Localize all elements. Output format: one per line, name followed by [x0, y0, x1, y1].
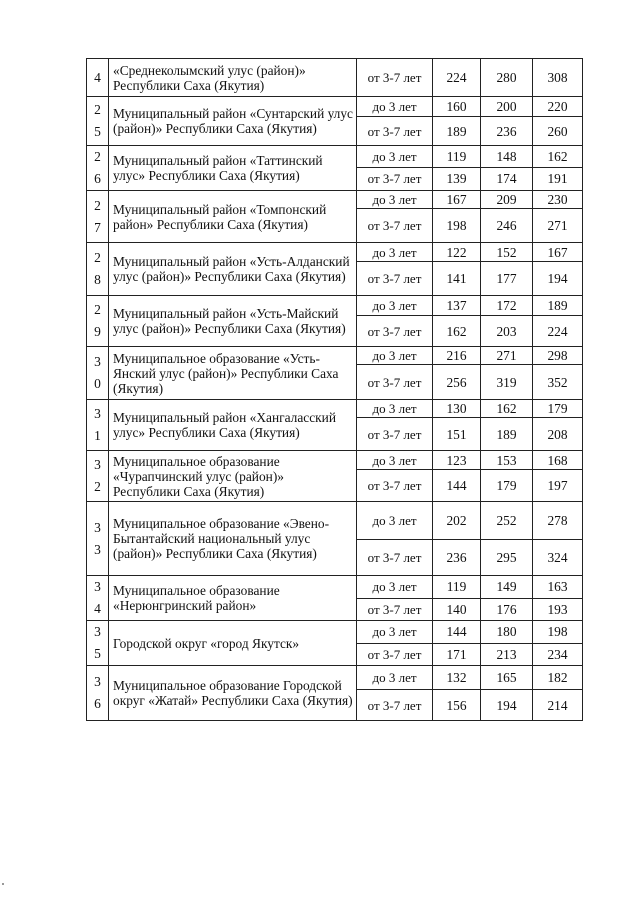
value-cell: 256: [433, 365, 481, 400]
value-cell: 189: [481, 418, 533, 451]
row-number: [87, 191, 109, 243]
value-cell: 140: [433, 598, 481, 621]
age-group: до 3 лет: [357, 400, 433, 418]
value-cell: 198: [433, 209, 481, 243]
age-group: от 3-7 лет: [357, 262, 433, 296]
age-group: от 3-7 лет: [357, 316, 433, 347]
value-cell: 260: [533, 117, 583, 146]
value-cell: 162: [433, 316, 481, 347]
age-group: до 3 лет: [357, 243, 433, 262]
scan-speck: [2, 883, 4, 885]
value-cell: 194: [533, 262, 583, 296]
value-cell: 189: [433, 117, 481, 146]
value-cell: 139: [433, 167, 481, 190]
value-cell: 122: [433, 243, 481, 262]
table-row: [87, 621, 583, 644]
value-cell: 224: [433, 59, 481, 97]
value-cell: 163: [533, 576, 583, 599]
value-cell: 130: [433, 400, 481, 418]
municipality-name: Муниципальный район «Таттинский улус» Республики Саха (Якутия): [109, 146, 357, 191]
row-number-digit: 8: [94, 272, 101, 287]
age-group: от 3-7 лет: [357, 643, 433, 666]
value-cell: 137: [433, 296, 481, 316]
value-cell: 179: [481, 470, 533, 502]
row-number-digit: 2: [94, 302, 101, 317]
municipality-name: Муниципальное образование Городской округ «Жатай» Республики Саха (Якутия): [109, 666, 357, 721]
row-number: [87, 146, 109, 191]
table-row: [87, 502, 583, 540]
value-cell: 167: [433, 191, 481, 209]
value-cell: 176: [481, 598, 533, 621]
age-group: от 3-7 лет: [357, 209, 433, 243]
value-cell: 234: [533, 643, 583, 666]
value-cell: 198: [533, 621, 583, 644]
row-number-digit: 9: [94, 324, 101, 339]
municipality-name: Муниципальный район «Сунтарский улус (район)» Республики Саха (Якутия): [109, 97, 357, 146]
table-row: [87, 400, 583, 418]
value-cell: 352: [533, 365, 583, 400]
age-group: до 3 лет: [357, 576, 433, 599]
value-cell: 153: [481, 451, 533, 470]
value-cell: 162: [481, 400, 533, 418]
value-cell: 148: [481, 146, 533, 168]
table-row: [87, 576, 583, 599]
row-number-digit: 6: [94, 696, 101, 711]
value-cell: 280: [481, 59, 533, 97]
table-row: [87, 146, 583, 168]
row-number-digit: 6: [94, 171, 101, 186]
row-number: [87, 451, 109, 502]
value-cell: 236: [433, 540, 481, 576]
row-number-digit: 1: [94, 428, 101, 443]
table-row: [87, 451, 583, 470]
row-number: [87, 59, 109, 97]
row-number-digit: 3: [94, 579, 101, 594]
age-group: от 3-7 лет: [357, 690, 433, 721]
value-cell: 203: [481, 316, 533, 347]
value-cell: 141: [433, 262, 481, 296]
value-cell: 191: [533, 167, 583, 190]
age-group: от 3-7 лет: [357, 540, 433, 576]
table-row: [87, 243, 583, 262]
age-group: от 3-7 лет: [357, 117, 433, 146]
value-cell: 160: [433, 97, 481, 117]
age-group: до 3 лет: [357, 347, 433, 365]
table-row: [87, 666, 583, 690]
value-cell: 197: [533, 470, 583, 502]
value-cell: 151: [433, 418, 481, 451]
municipality-name: Муниципальное образование «Нерюнгринский район»: [109, 576, 357, 621]
row-number-digit: 5: [94, 646, 101, 661]
value-cell: 152: [481, 243, 533, 262]
table-row: [87, 296, 583, 316]
row-number-digit: 3: [94, 624, 101, 639]
row-number-digit: 3: [94, 519, 101, 535]
value-cell: 202: [433, 502, 481, 540]
value-cell: 216: [433, 347, 481, 365]
value-cell: 278: [533, 502, 583, 540]
row-number-digit: 2: [94, 479, 101, 494]
age-group: от 3-7 лет: [357, 598, 433, 621]
value-cell: 324: [533, 540, 583, 576]
value-cell: 319: [481, 365, 533, 400]
row-number: [87, 296, 109, 347]
row-number-digit: 3: [94, 674, 101, 689]
age-group: от 3-7 лет: [357, 365, 433, 400]
municipality-name: «Среднеколымский улус (район)» Республики Саха (Якутия): [109, 59, 357, 97]
value-cell: 144: [433, 621, 481, 644]
value-cell: 123: [433, 451, 481, 470]
age-group: до 3 лет: [357, 451, 433, 470]
row-number-digit: 5: [94, 124, 101, 139]
value-cell: 119: [433, 576, 481, 599]
value-cell: 298: [533, 347, 583, 365]
value-cell: 224: [533, 316, 583, 347]
value-cell: 271: [481, 347, 533, 365]
value-cell: 167: [533, 243, 583, 262]
age-group: от 3-7 лет: [357, 470, 433, 502]
value-cell: 308: [533, 59, 583, 97]
value-cell: 165: [481, 666, 533, 690]
row-number: [87, 576, 109, 621]
row-number: [87, 666, 109, 721]
row-number-digit: 2: [94, 250, 101, 265]
table-row: [87, 347, 583, 365]
row-number: [87, 502, 109, 576]
value-cell: 132: [433, 666, 481, 690]
value-cell: 194: [481, 690, 533, 721]
value-cell: 162: [533, 146, 583, 168]
value-cell: 230: [533, 191, 583, 209]
age-group: от 3-7 лет: [357, 167, 433, 190]
value-cell: 168: [533, 451, 583, 470]
table-row: [87, 97, 583, 117]
row-number: [87, 621, 109, 666]
value-cell: 174: [481, 167, 533, 190]
row-number-digit: 3: [94, 406, 101, 421]
value-cell: 213: [481, 643, 533, 666]
municipality-name: Муниципальный район «Усть-Алданский улус (район)» Республики Саха (Якутия): [109, 243, 357, 296]
value-cell: 182: [533, 666, 583, 690]
tariff-table: [86, 58, 583, 721]
value-cell: 177: [481, 262, 533, 296]
table-body: [87, 59, 583, 721]
row-number-digit: 2: [94, 197, 101, 213]
table-row: [87, 59, 583, 97]
age-group: до 3 лет: [357, 146, 433, 168]
row-number: [87, 347, 109, 400]
value-cell: 214: [533, 690, 583, 721]
municipality-name: Муниципальное образование «Чурапчинский улус (район)» Республики Саха (Якутия): [109, 451, 357, 502]
value-cell: 149: [481, 576, 533, 599]
age-group: от 3-7 лет: [357, 418, 433, 451]
value-cell: 208: [533, 418, 583, 451]
row-number: [87, 400, 109, 451]
value-cell: 271: [533, 209, 583, 243]
value-cell: 246: [481, 209, 533, 243]
row-number: [87, 97, 109, 146]
age-group: от 3-7 лет: [357, 59, 433, 97]
value-cell: 193: [533, 598, 583, 621]
value-cell: 209: [481, 191, 533, 209]
value-cell: 171: [433, 643, 481, 666]
value-cell: 220: [533, 97, 583, 117]
age-group: до 3 лет: [357, 666, 433, 690]
row-number: [87, 243, 109, 296]
row-number-digit: 3: [94, 457, 101, 472]
value-cell: 236: [481, 117, 533, 146]
age-group: до 3 лет: [357, 502, 433, 540]
value-cell: 200: [481, 97, 533, 117]
value-cell: 295: [481, 540, 533, 576]
row-number-digit: 3: [94, 541, 101, 557]
row-number-digit: 3: [94, 354, 101, 369]
age-group: до 3 лет: [357, 621, 433, 644]
value-cell: 252: [481, 502, 533, 540]
value-cell: 119: [433, 146, 481, 168]
row-number-digit: 4: [94, 69, 101, 85]
municipality-name: Муниципальный район «Хангаласский улус» Республики Саха (Якутия): [109, 400, 357, 451]
row-number-digit: 0: [94, 376, 101, 391]
row-number-digit: 4: [94, 601, 101, 616]
age-group: до 3 лет: [357, 296, 433, 316]
value-cell: 189: [533, 296, 583, 316]
age-group: до 3 лет: [357, 97, 433, 117]
age-group: до 3 лет: [357, 191, 433, 209]
municipality-name: Муниципальное образование «Усть-Янский улус (район)» Республики Саха (Якутия): [109, 347, 357, 400]
row-number-digit: 7: [94, 219, 101, 235]
value-cell: 172: [481, 296, 533, 316]
value-cell: 180: [481, 621, 533, 644]
table-row: [87, 191, 583, 209]
municipality-name: Муниципальный район «Томпонский район» Республики Саха (Якутия): [109, 191, 357, 243]
row-number-digit: 2: [94, 102, 101, 117]
value-cell: 156: [433, 690, 481, 721]
value-cell: 179: [533, 400, 583, 418]
municipality-name: Муниципальный район «Усть-Майский улус (район)» Республики Саха (Якутия): [109, 296, 357, 347]
municipality-name: Городской округ «город Якутск»: [109, 621, 357, 666]
value-cell: 144: [433, 470, 481, 502]
row-number-digit: 2: [94, 149, 101, 164]
municipality-name: Муниципальное образование «Эвено-Бытантайский национальный улус (район)» Республики Саха (Якутия): [109, 502, 357, 576]
